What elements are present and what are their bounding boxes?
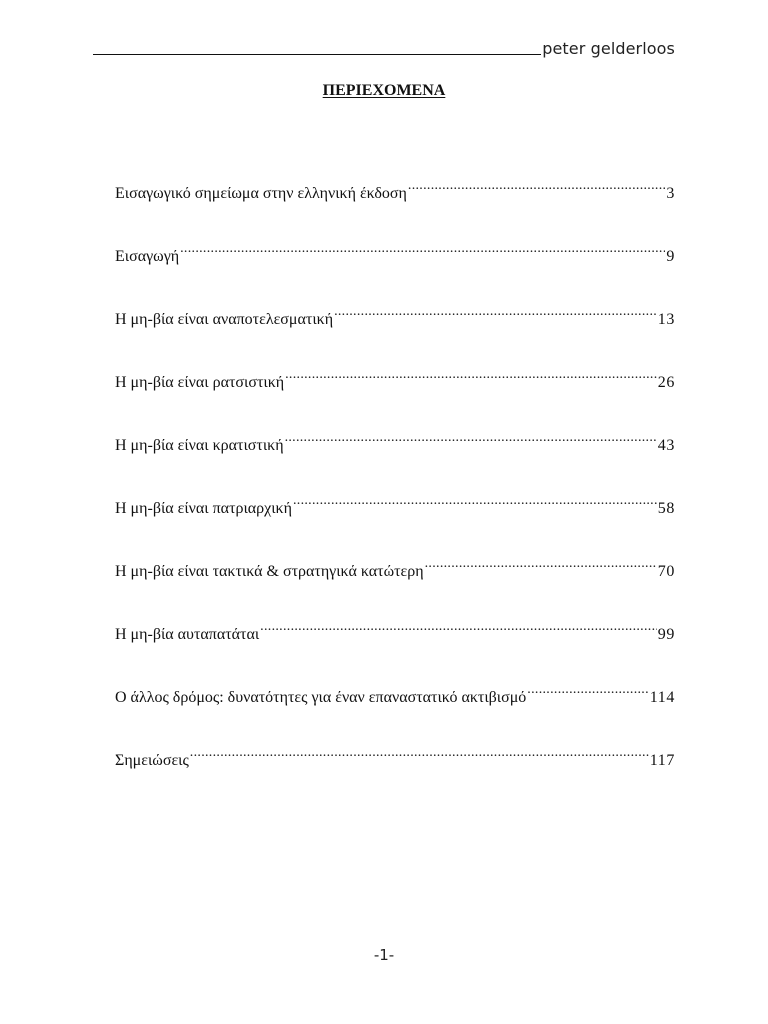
toc-entry-page: 26: [657, 374, 675, 391]
toc-entry-title: Η μη-βία είναι τακτικά & στρατηγικά κατώτερη: [115, 563, 424, 580]
toc-entry-page: 58: [657, 500, 675, 517]
toc-entry[interactable]: [115, 678, 675, 706]
toc-dot-leader: [527, 678, 648, 702]
toc-entry-title: Η μη-βία είναι ρατσιστική: [115, 374, 285, 391]
toc-entry[interactable]: [115, 552, 675, 580]
toc-entry-title: Η μη-βία είναι πατριαρχική: [115, 500, 292, 517]
toc-dot-leader: [425, 552, 657, 576]
toc-dot-leader: [180, 237, 665, 261]
toc-entry[interactable]: [115, 426, 675, 454]
header-author: peter gelderloos: [542, 39, 675, 58]
toc-dot-leader: [285, 363, 657, 387]
toc-entry-page: 114: [649, 689, 675, 706]
toc-entry-page: 13: [657, 311, 675, 328]
toc-entry-title: Σημειώσεις: [115, 752, 189, 769]
toc-entry[interactable]: [115, 300, 675, 328]
toc-entry-title: Η μη-βία είναι αναποτελεσματική: [115, 311, 334, 328]
running-header: [93, 38, 675, 62]
toc-dot-leader: [293, 489, 657, 513]
toc-dot-leader: [190, 741, 649, 765]
toc-dot-leader: [260, 615, 657, 639]
toc-entry-title: Εισαγωγή: [115, 248, 180, 265]
toc-entry-title: Η μη-βία αυταπατάται: [115, 626, 260, 643]
header-rule: [93, 54, 541, 55]
toc-entry-page: 43: [657, 437, 675, 454]
toc-entry-title: Η μη-βία είναι κρατιστική: [115, 437, 284, 454]
toc-entry-page: 117: [649, 752, 675, 769]
toc-dot-leader: [334, 300, 657, 324]
toc-dot-leader: [408, 174, 665, 198]
toc-entry-page: 3: [666, 185, 675, 202]
toc-entry[interactable]: [115, 237, 675, 265]
toc-entry[interactable]: [115, 363, 675, 391]
toc-dot-leader: [285, 426, 657, 450]
toc-entry-title: Ο άλλος δρόμος: δυνατότητες για έναν επαναστατικό ακτιβισμό: [115, 689, 527, 706]
toc-entry[interactable]: [115, 615, 675, 643]
toc-title: ΠΕΡΙΕΧΟΜΕΝΑ: [322, 82, 446, 99]
page-number: -1-: [373, 946, 395, 964]
toc-entry-title: Εισαγωγικό σημείωμα στην ελληνική έκδοση: [115, 185, 407, 202]
toc-entry[interactable]: [115, 741, 675, 769]
toc-entry[interactable]: [115, 174, 675, 202]
toc-entry-page: 70: [657, 563, 675, 580]
toc-entry-page: 9: [666, 248, 675, 265]
toc-entry[interactable]: [115, 489, 675, 517]
toc-entry-page: 99: [657, 626, 675, 643]
